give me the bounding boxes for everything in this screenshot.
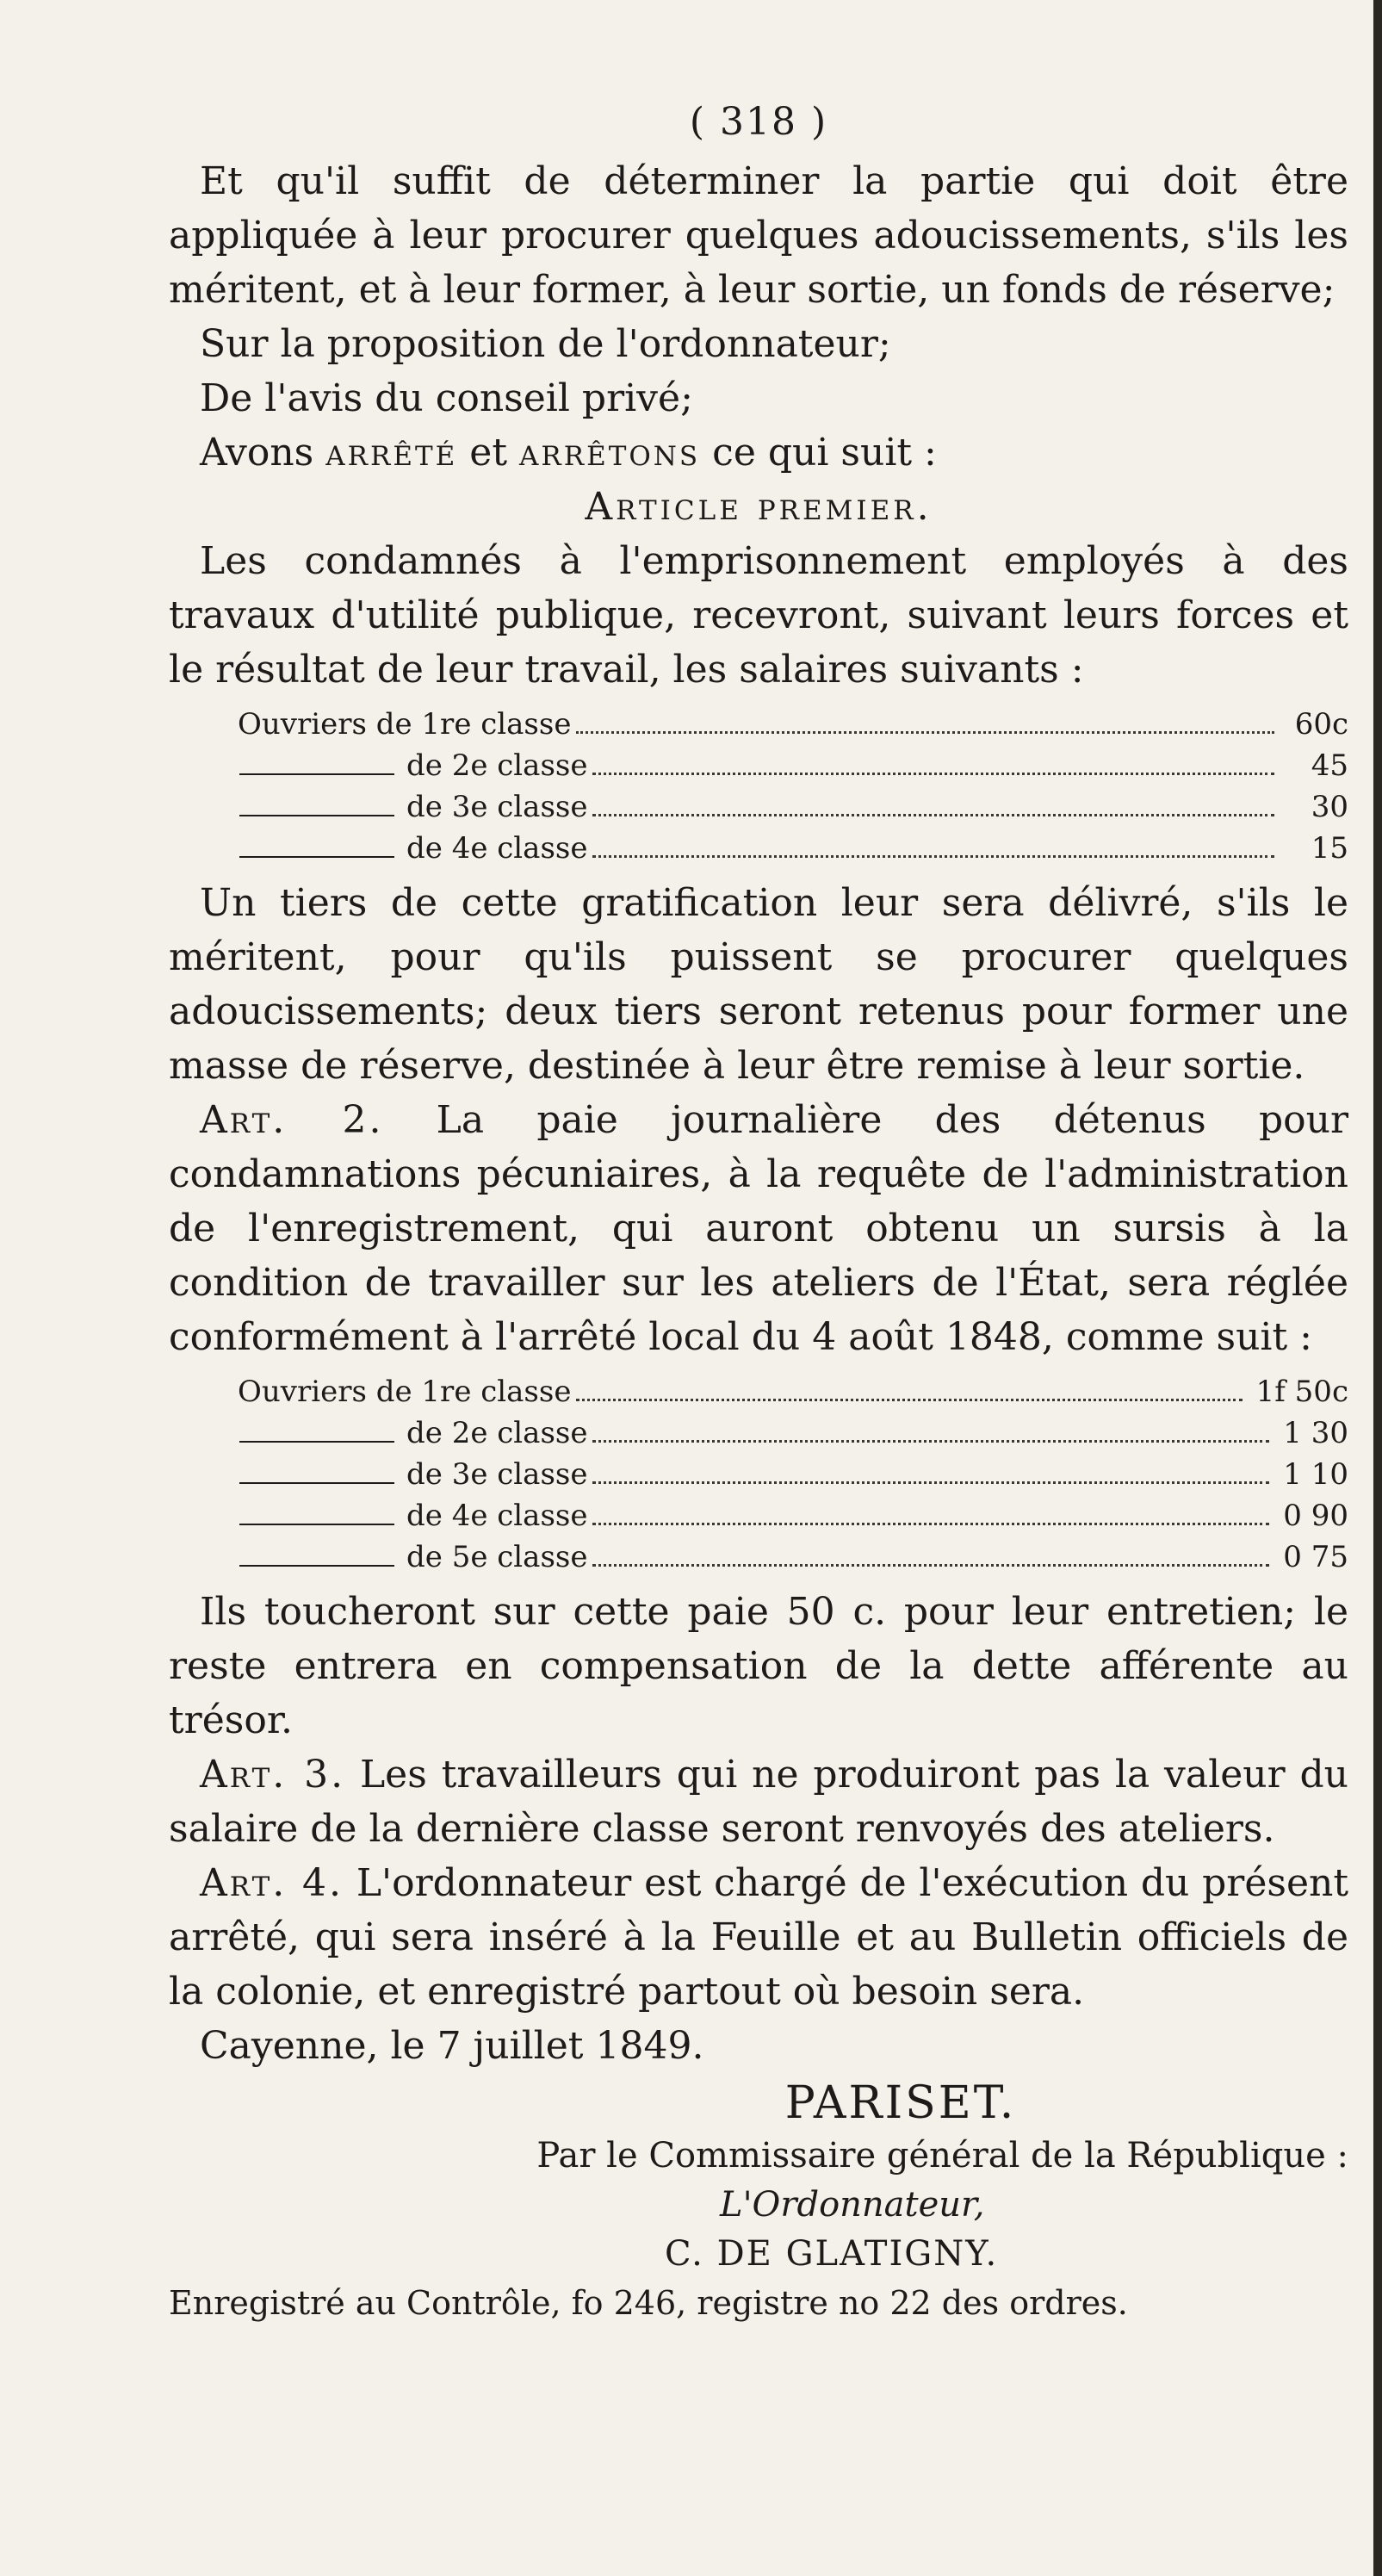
salary-table-2-value: 1f 50c bbox=[1255, 1375, 1348, 1409]
salary-table-1-row bbox=[169, 745, 1348, 786]
intro-paragraph-2: Sur la proposition de l'ordonnateur; bbox=[200, 322, 891, 366]
intro-paragraph-3: De l'avis du conseil privé; bbox=[200, 376, 693, 420]
salary-table-2-label: de 3e classe bbox=[406, 1457, 588, 1492]
arrete-word-1: arrêté bbox=[325, 431, 458, 475]
salary-table-1-row bbox=[169, 704, 1348, 745]
arrete-line bbox=[169, 425, 1348, 480]
arrete-post: ce qui suit : bbox=[712, 431, 937, 475]
page-text bbox=[169, 95, 1348, 2327]
article-premier-heading bbox=[169, 480, 1348, 534]
article-4-label: Art. 4. bbox=[200, 1861, 344, 1905]
salary-table-2-label: de 5e classe bbox=[406, 1540, 588, 1574]
leader-dots bbox=[592, 814, 1274, 816]
salary-table-1-row bbox=[169, 828, 1348, 869]
salary-table-1-row bbox=[169, 786, 1348, 828]
signature-role: L'Ordonnateur, bbox=[720, 2185, 985, 2225]
intro-paragraph-1: Et qu'il suffit de déterminer la partie qui doit être appliquée à leur procurer quelques adoucissements, s'ils les méritent, et à leur former, à leur sortie, un fonds de réserve; bbox=[169, 159, 1348, 312]
article-1-text: Les condamnés à l'emprisonnement employés à des travaux d'utilité publique, recevront, suivant leurs forces et le résultat de leur travail, les salaires suivants : bbox=[169, 539, 1348, 692]
article-3-label: Art. 3. bbox=[200, 1753, 346, 1797]
article-premier-title: Article premier. bbox=[585, 485, 933, 529]
article-1-after: Un tiers de cette gratification leur sera délivré, s'ils le méritent, pour qu'ils puissent se procurer quelques adoucissements; deux tiers seront retenus pour former une masse de réserve, destinée à leur être remise à leur sortie. bbox=[169, 881, 1348, 1088]
ditto-dash bbox=[239, 1441, 394, 1443]
salary-table-2-label: Ouvriers de 1re classe bbox=[238, 1375, 572, 1409]
salary-table-2-row bbox=[169, 1454, 1348, 1495]
ditto-dash bbox=[239, 1524, 394, 1525]
article-2-after: Ils toucheront sur cette paie 50 c. pour leur entretien; le reste entrera en compensation de la dette afférente au trésor. bbox=[169, 1590, 1348, 1742]
salary-table-2-value: 1 30 bbox=[1283, 1416, 1348, 1450]
ditto-dash bbox=[239, 1565, 394, 1567]
salary-table-1-label: Ouvriers de 1re classe bbox=[238, 707, 572, 742]
page-edge bbox=[1373, 0, 1382, 2576]
signature-par-line: Par le Commissaire général de la République : bbox=[536, 2136, 1348, 2176]
leader-dots bbox=[592, 1440, 1269, 1443]
article-4-text: L'ordonnateur est chargé de l'exécution du présent arrêté, qui sera inséré à la Feuille et au Bulletin officiels de la colonie, et enregistré partout où besoin sera. bbox=[169, 1861, 1349, 2014]
leader-dots bbox=[592, 1564, 1269, 1567]
leader-dots bbox=[592, 855, 1274, 858]
article-3-paragraph bbox=[169, 1747, 1348, 1856]
date-place: Cayenne, le 7 juillet 1849. bbox=[200, 2024, 704, 2068]
salary-table-1-label: de 3e classe bbox=[406, 790, 588, 824]
leader-dots bbox=[576, 731, 1274, 734]
salary-table-2-value: 0 90 bbox=[1283, 1499, 1348, 1533]
signature-name: PARISET. bbox=[784, 2077, 1017, 2129]
salary-table-1-value: 30 bbox=[1311, 790, 1348, 824]
salary-table-2-row bbox=[169, 1536, 1348, 1578]
salary-table-1-value: 60c bbox=[1294, 707, 1348, 742]
leader-dots bbox=[592, 1481, 1269, 1484]
ditto-dash bbox=[239, 1482, 394, 1484]
arrete-mid: et bbox=[469, 431, 508, 475]
salary-table-1-label: de 2e classe bbox=[406, 748, 588, 783]
article-2-paragraph bbox=[169, 1093, 1348, 1364]
page-number: ( 318 ) bbox=[689, 100, 828, 144]
salary-table-2-label: de 2e classe bbox=[406, 1416, 588, 1450]
ditto-dash bbox=[239, 815, 394, 816]
salary-table-2-value: 0 75 bbox=[1283, 1540, 1348, 1574]
salary-table-2 bbox=[169, 1371, 1348, 1578]
ditto-dash bbox=[239, 856, 394, 858]
salary-table-1-value: 45 bbox=[1311, 748, 1348, 783]
ditto-dash bbox=[239, 773, 394, 775]
leader-dots bbox=[576, 1399, 1242, 1401]
salary-table-2-row bbox=[169, 1495, 1348, 1536]
ordonnateur-name: C. DE GLATIGNY. bbox=[665, 2234, 999, 2274]
article-3-text: Les travailleurs qui ne produiront pas la valeur du salaire de la dernière classe seront renvoyés des ateliers. bbox=[169, 1753, 1348, 1851]
salary-table-2-row bbox=[169, 1412, 1348, 1454]
salary-table-1 bbox=[169, 704, 1348, 869]
leader-dots bbox=[592, 1523, 1269, 1525]
arrete-word-2: arrêtons bbox=[519, 431, 701, 475]
article-2-label: Art. 2. bbox=[200, 1098, 384, 1142]
salary-table-1-value: 15 bbox=[1311, 831, 1348, 866]
salary-table-2-value: 1 10 bbox=[1283, 1457, 1348, 1492]
salary-table-2-row bbox=[169, 1371, 1348, 1412]
salary-table-1-label: de 4e classe bbox=[406, 831, 588, 866]
article-4-paragraph bbox=[169, 1856, 1348, 2019]
registration-footer: Enregistré au Contrôle, fo 246, registre no 22 des ordres. bbox=[169, 2284, 1128, 2322]
leader-dots bbox=[592, 773, 1274, 775]
arrete-pre: Avons bbox=[200, 431, 314, 475]
article-2-text: La paie journalière des détenus pour condamnations pécuniaires, à la requête de l'administration de l'enregistrement, qui auront obtenu un sursis à la condition de travailler sur les ateliers de l'État, sera réglée conformément à l'arrêté local du 4 août 1848, comme suit : bbox=[169, 1098, 1349, 1359]
salary-table-2-label: de 4e classe bbox=[406, 1499, 588, 1533]
